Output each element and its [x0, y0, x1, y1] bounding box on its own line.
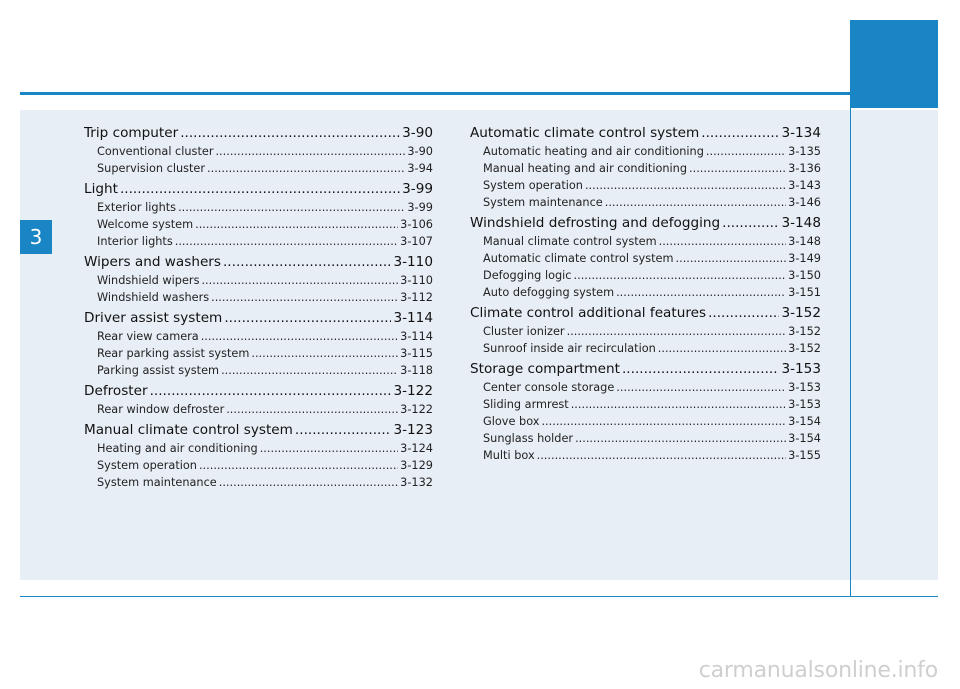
toc-subentry[interactable]: [84, 345, 433, 362]
leader-dots: [195, 216, 398, 233]
toc-entry-title: Climate control additional features: [470, 305, 707, 321]
toc-subentry[interactable]: [84, 328, 433, 345]
toc-entry[interactable]: [470, 214, 821, 233]
toc-subentry-page: 3-143: [788, 179, 821, 192]
toc-subentry[interactable]: [470, 396, 821, 413]
toc-subentry[interactable]: [470, 160, 821, 177]
toc-subentry-page: 3-112: [400, 291, 433, 304]
toc-subentry-page: 3-94: [407, 162, 433, 175]
toc-subentry-page: 3-107: [400, 235, 433, 248]
leader-dots: [541, 413, 786, 430]
toc-section: [84, 309, 433, 379]
toc-subentry[interactable]: [470, 447, 821, 464]
toc-entry-page: 3-134: [781, 125, 821, 141]
toc-subentry-title: Manual heating and air conditioning: [483, 162, 688, 175]
toc-subentry-title: Windshield washers: [97, 291, 210, 304]
toc-entry-page: 3-153: [781, 361, 821, 377]
toc-entry[interactable]: [84, 382, 433, 401]
toc-subentry[interactable]: [470, 413, 821, 430]
toc-entry-page: 3-90: [402, 125, 433, 141]
leader-dots: [175, 233, 398, 250]
toc-subentry-title: Automatic climate control system: [483, 252, 674, 265]
toc-subentry-page: 3-110: [400, 274, 433, 287]
leader-dots: [605, 194, 786, 211]
toc-subentry[interactable]: [84, 160, 433, 177]
toc-subentry-page: 3-129: [400, 459, 433, 472]
chapter-corner-block: [850, 20, 938, 108]
leader-dots: [219, 474, 398, 491]
leader-dots: [585, 177, 786, 194]
leader-dots: [251, 345, 398, 362]
toc-entry-page: 3-152: [781, 305, 821, 321]
leader-dots: [622, 360, 780, 379]
margin-rule: [850, 108, 851, 596]
toc-entry-page: 3-110: [393, 254, 433, 270]
leader-dots: [567, 323, 787, 340]
toc-entry-title: Manual climate control system: [84, 422, 293, 438]
toc-entry-title: Automatic climate control system: [470, 125, 700, 141]
toc-subentry-title: Center console storage: [483, 381, 615, 394]
toc-subentry-page: 3-149: [788, 252, 821, 265]
toc-subentry-title: Rear view camera: [97, 330, 199, 343]
leader-dots: [224, 309, 391, 328]
leader-dots: [201, 328, 398, 345]
leader-dots: [722, 214, 779, 233]
toc-subentry-title: Defogging logic: [483, 269, 572, 282]
toc-entry[interactable]: [84, 124, 433, 143]
toc-subentry[interactable]: [470, 194, 821, 211]
toc-subentry-title: Multi box: [483, 449, 535, 462]
leader-dots: [223, 253, 392, 272]
toc-subentry[interactable]: [470, 379, 821, 396]
toc-subentry-title: Automatic heating and air conditioning: [483, 145, 704, 158]
toc-subentry-page: 3-124: [400, 442, 433, 455]
toc-subentry-title: Heating and air conditioning: [97, 442, 258, 455]
watermark: carmanualsonline.info: [698, 658, 938, 683]
toc-entry-title: Windshield defrosting and defogging: [470, 215, 721, 231]
toc-entry[interactable]: [84, 421, 433, 440]
toc-subentry-page: 3-118: [400, 364, 433, 377]
header-rule: [20, 92, 850, 95]
leader-dots: [150, 382, 392, 401]
toc-entry-page: 3-114: [393, 310, 433, 326]
toc-subentry-title: System operation: [97, 459, 197, 472]
toc-subentry[interactable]: [470, 143, 821, 160]
leader-dots: [199, 457, 398, 474]
toc-subentry-page: 3-136: [788, 162, 821, 175]
toc-subentry[interactable]: [84, 272, 433, 289]
toc-subentry-page: 3-154: [788, 432, 821, 445]
leader-dots: [221, 362, 398, 379]
toc-entry-page: 3-122: [393, 383, 433, 399]
toc-subentry-title: Supervision cluster: [97, 162, 206, 175]
leader-dots: [571, 396, 786, 413]
toc-subentry-title: System maintenance: [483, 196, 603, 209]
toc-subentry-title: Interior lights: [97, 235, 173, 248]
leader-dots: [616, 284, 786, 301]
toc-entry-page: 3-99: [402, 181, 433, 197]
footer-rule: [20, 596, 938, 597]
toc-subentry-page: 3-154: [788, 415, 821, 428]
toc-subentry[interactable]: [470, 250, 821, 267]
toc-subentry[interactable]: [470, 284, 821, 301]
toc-entry[interactable]: [470, 124, 821, 143]
toc-subentry-page: 3-135: [788, 145, 821, 158]
toc-subentry-page: 3-153: [788, 398, 821, 411]
toc-subentry[interactable]: [470, 323, 821, 340]
toc-section: [470, 360, 821, 464]
toc-subentry-page: 3-90: [407, 145, 433, 158]
toc-subentry-page: 3-151: [788, 286, 821, 299]
leader-dots: [207, 160, 405, 177]
leader-dots: [658, 340, 786, 357]
toc-subentry-title: Cluster ionizer: [483, 325, 565, 338]
leader-dots: [575, 430, 786, 447]
toc-subentry[interactable]: [84, 216, 433, 233]
toc-entry-title: Driver assist system: [84, 310, 223, 326]
toc-subentry-title: Sunglass holder: [483, 432, 574, 445]
toc-subentry[interactable]: [470, 233, 821, 250]
toc-subentry[interactable]: [84, 401, 433, 418]
toc-subentry-page: 3-153: [788, 381, 821, 394]
leader-dots: [295, 421, 392, 440]
toc-subentry-title: Sunroof inside air recirculation: [483, 342, 656, 355]
toc-subentry-title: Parking assist system: [97, 364, 220, 377]
toc-subentry-title: Rear window defroster: [97, 403, 225, 416]
toc-entry-title: Defroster: [84, 383, 148, 399]
toc-subentry[interactable]: [84, 199, 433, 216]
toc-entry[interactable]: [84, 253, 433, 272]
toc-subentry-page: 3-150: [788, 269, 821, 282]
leader-dots: [215, 143, 405, 160]
toc-left-column: [84, 124, 433, 491]
toc-entry-title: Storage compartment: [470, 361, 620, 377]
leader-dots: [701, 124, 779, 143]
toc-section: [84, 253, 433, 306]
leader-dots: [180, 124, 400, 143]
leader-dots: [616, 379, 786, 396]
toc-subentry[interactable]: [470, 177, 821, 194]
toc-section: [470, 124, 821, 211]
chapter-badge: 3: [20, 220, 52, 254]
toc-entry-page: 3-123: [393, 422, 433, 438]
toc-subentry-page: 3-148: [788, 235, 821, 248]
toc-subentry-page: 3-155: [788, 449, 821, 462]
toc-subentry-title: Exterior lights: [97, 201, 177, 214]
toc-section: [84, 421, 433, 491]
toc-subentry[interactable]: [84, 362, 433, 379]
toc-entry[interactable]: [470, 304, 821, 323]
toc-section: [84, 124, 433, 177]
toc-subentry[interactable]: [84, 457, 433, 474]
leader-dots: [178, 199, 405, 216]
toc-subentry[interactable]: [470, 267, 821, 284]
leader-dots: [201, 272, 398, 289]
leader-dots: [574, 267, 787, 284]
leader-dots: [676, 250, 787, 267]
toc-entry-title: Trip computer: [84, 125, 179, 141]
toc-subentry-title: Rear parking assist system: [97, 347, 250, 360]
toc-entry-page: 3-148: [781, 215, 821, 231]
toc-subentry[interactable]: [84, 143, 433, 160]
toc-entry[interactable]: [84, 309, 433, 328]
leader-dots: [537, 447, 787, 464]
leader-dots: [708, 304, 779, 323]
toc-entry-title: Wipers and washers: [84, 254, 221, 270]
toc-subentry[interactable]: [84, 474, 433, 491]
toc-subentry-title: System maintenance: [97, 476, 217, 489]
leader-dots: [211, 289, 398, 306]
toc-subentry-page: 3-122: [400, 403, 433, 416]
toc-section: [84, 382, 433, 418]
toc-subentry[interactable]: [470, 430, 821, 447]
toc-subentry-page: 3-99: [407, 201, 433, 214]
toc-subentry[interactable]: [84, 233, 433, 250]
toc-subentry-page: 3-132: [400, 476, 433, 489]
toc-right-column: [470, 124, 821, 464]
toc-subentry-title: Auto defogging system: [483, 286, 615, 299]
toc-subentry-title: Manual climate control system: [483, 235, 657, 248]
toc-subentry-page: 3-152: [788, 342, 821, 355]
leader-dots: [226, 401, 398, 418]
toc-subentry[interactable]: [84, 440, 433, 457]
toc-subentry-title: System operation: [483, 179, 583, 192]
leader-dots: [260, 440, 398, 457]
toc-subentry-page: 3-114: [400, 330, 433, 343]
toc-subentry-title: Glove box: [483, 415, 540, 428]
toc-entry[interactable]: [84, 180, 433, 199]
toc-entry[interactable]: [470, 360, 821, 379]
toc-section: [470, 214, 821, 301]
toc-subentry-title: Windshield wipers: [97, 274, 200, 287]
toc-subentry-page: 3-115: [400, 347, 433, 360]
toc-subentry-page: 3-152: [788, 325, 821, 338]
leader-dots: [659, 233, 787, 250]
toc-entry-title: Light: [84, 181, 118, 197]
toc-section: [470, 304, 821, 357]
toc-section: [84, 180, 433, 250]
toc-subentry-title: Sliding armrest: [483, 398, 569, 411]
leader-dots: [689, 160, 786, 177]
toc-subentry[interactable]: [470, 340, 821, 357]
leader-dots: [120, 180, 400, 199]
leader-dots: [706, 143, 786, 160]
toc-subentry-title: Welcome system: [97, 218, 194, 231]
toc-subentry[interactable]: [84, 289, 433, 306]
toc-subentry-title: Conventional cluster: [97, 145, 214, 158]
toc-subentry-page: 3-106: [400, 218, 433, 231]
toc-subentry-page: 3-146: [788, 196, 821, 209]
